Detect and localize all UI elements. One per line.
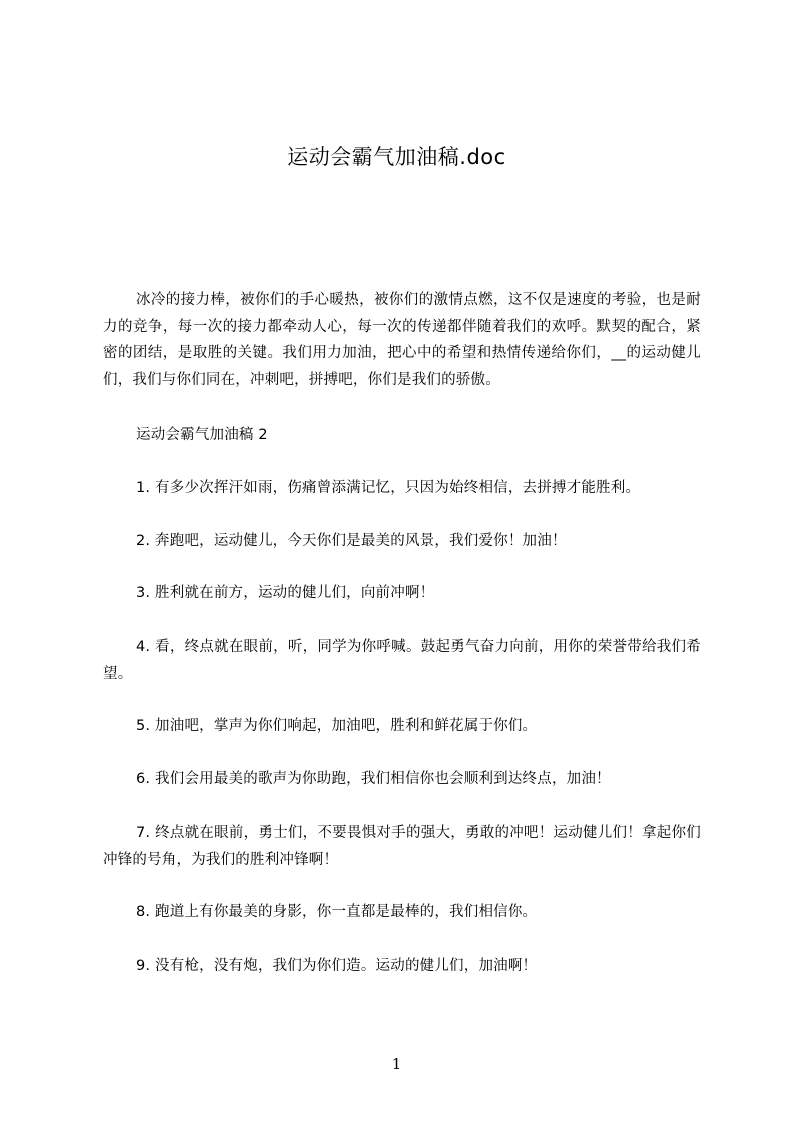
page-number: 1 [391,1055,402,1073]
list-item: 2. 奔跑吧，运动健儿，今天你们是最美的风景，我们爱你！加油！ [136,533,567,549]
list-item: 3. 胜利就在前方，运动的健儿们，向前冲啊！ [136,585,435,601]
intro-paragraph: 冰冷的接力棒，被你们的手心暖热，被你们的激情点燃，这不仅是速度的考验，也是耐力的竞争，每一次的接力都牵动人心，每一次的传递都伴随着我们的欢呼。默契的配合，紧密的团结，是取胜的关键。我们用力加油，把心中的希望和热情传递给你们，__的运动健儿们，我们与你们同在，冲刺吧，拼搏吧，你们是我们的骄傲。 [103,292,701,388]
list-item: 4. 看，终点就在眼前，听，同学为你呼喊。鼓起勇气奋力向前，用你的荣誉带给我们希望。 [103,639,701,682]
list-item: 1. 有多少次挥汗如雨，伤痛曾添满记忆，只因为始终相信，去拼搏才能胜利。 [136,480,641,496]
document-title: 运动会霸气加油稿.doc [287,145,506,169]
section-heading: 运动会霸气加油稿 2 [136,427,268,443]
list-item: 6. 我们会用最美的歌声为你助跑，我们相信你也会顺利到达终点，加油！ [136,771,611,787]
list-item: 5. 加油吧，掌声为你们响起，加油吧，胜利和鲜花属于你们。 [136,718,538,734]
list-item: 9. 没有枪，没有炮，我们为你们造。运动的健儿们，加油啊！ [136,958,538,974]
list-item: 8. 跑道上有你最美的身影，你一直都是最棒的，我们相信你。 [136,904,538,920]
list-item: 7. 终点就在眼前，勇士们，不要畏惧对手的强大，勇敢的冲吧！运动健儿们！拿起你们冲锋的号角，为我们的胜利冲锋啊！ [103,825,701,868]
